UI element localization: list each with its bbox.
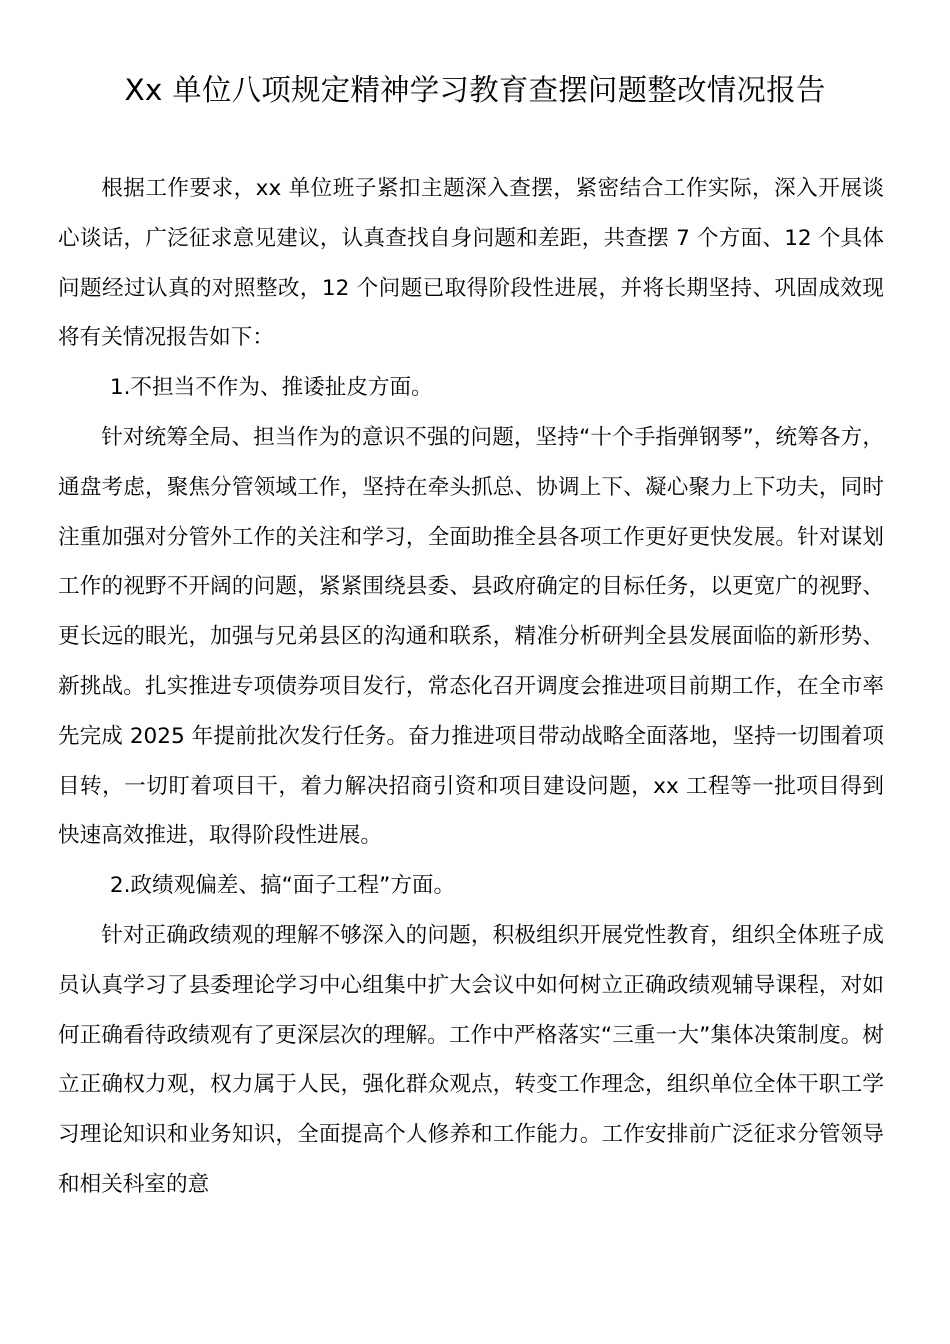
section-paragraph-1: 针对统筹全局、担当作为的意识不强的问题，坚持“十个手指弹钢琴”，统筹各方，通盘考虑，聚焦分管领域工作，坚持在牵头抓总、协调上下、凝心聚力上下功夫，同时注重加强对分管外工作的关注和学习，全面助推全县各项工作更好更快发展。针对谋划工作的视野不开阔的问题，紧紧围绕县委、县政府确定的目标任务，以更宽广的视野、更长远的眼光，加强与兄弟县区的沟通和联系，精准分析研判全县发展面临的新形势、新挑战。扎实推进专项债券项目发行，常态化召开调度会推进项目前期工作，在全市率先完成 2025 年提前批次发行任务。奋力推进项目带动战略全面落地，坚持一切围着项目转，一切盯着项目干，着力解决招商引资和项目建设问题，xx 工程等一批项目得到快速高效推进，取得阶段性进展。: [58, 424, 884, 849]
document-body: [58, 164, 884, 1210]
section-heading-2: 2.政绩观偏差、搞“面子工程”方面。: [109, 873, 456, 899]
document-title: Xx 单位八项规定精神学习教育查摆问题整改情况报告: [124, 73, 826, 107]
intro-paragraph: 根据工作要求，xx 单位班子紧扣主题深入查摆，紧密结合工作实际，深入开展谈心谈话，广泛征求意见建议，认真查找自身问题和差距，共查摆 7 个方面、12 个具体问题经过认真的对照整改，12 个问题已取得阶段性进展，并将长期坚持、巩固成效现将有关情况报告如下：: [58, 176, 884, 351]
section-heading-1: 1.不担当不作为、推诿扯皮方面。: [109, 375, 433, 401]
section-paragraph-2: 针对正确政绩观的理解不够深入的问题，积极组织开展党性教育，组织全体班子成员认真学习了县委理论学习中心组集中扩大会议中如何树立正确政绩观辅导课程，对如何正确看待政绩观有了更深层次的理解。工作中严格落实“三重一大”集体决策制度。树立正确权力观，权力属于人民，强化群众观点，转变工作理念，组织单位全体干职工学习理论知识和业务知识，全面提高个人修养和工作能力。工作安排前广泛征求分管领导和相关科室的意: [58, 922, 884, 1197]
